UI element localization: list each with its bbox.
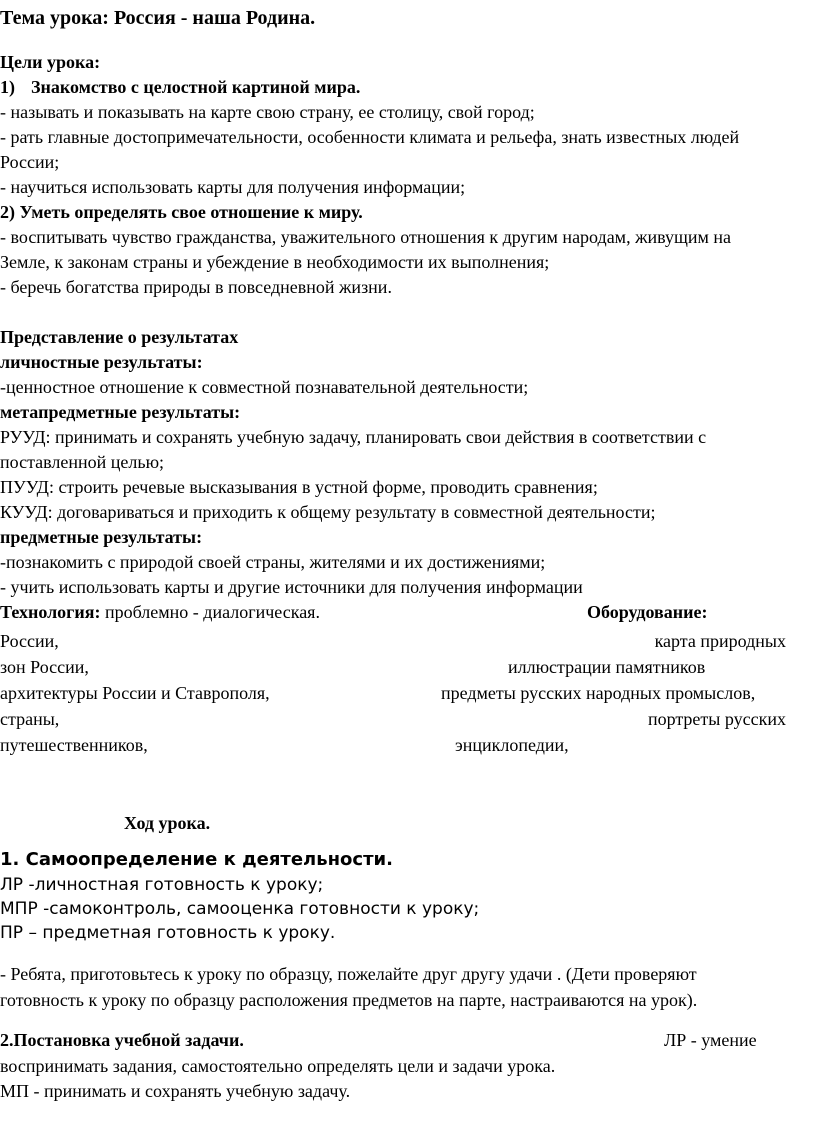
stage-1-text: - Ребята, приготовьтесь к уроку по образцу, пожелайте друг другу удачи . (Дети проверяют bbox=[0, 964, 697, 984]
equipment-row-left: путешественников, bbox=[0, 735, 148, 755]
goal-2-title: 2) Уметь определять свое отношение к миру. bbox=[0, 202, 363, 222]
equipment-row-left: страны, bbox=[0, 709, 60, 729]
personal-results-item: -ценностное отношение к совместной познавательной деятельности; bbox=[0, 377, 529, 397]
results-heading: Представление о результатах bbox=[0, 327, 239, 347]
equipment-row-right: портреты русских bbox=[647, 709, 786, 729]
subject-results-label: предметные результаты: bbox=[0, 527, 203, 547]
technology-line bbox=[0, 601, 320, 623]
equipment-row-right: энциклопедии, bbox=[455, 735, 569, 755]
stage-2-right-note: ЛР - умение bbox=[664, 1030, 757, 1050]
meta-results-item: ПУУД: строить речевые высказывания в устной форме, проводить сравнения; bbox=[0, 477, 598, 497]
equipment-row-left: России, bbox=[0, 631, 59, 651]
page-title: Тема урока: Россия - наша Родина. bbox=[0, 7, 316, 29]
personal-results-label: личностные результаты: bbox=[0, 352, 203, 372]
meta-results-item: поставленной целью; bbox=[0, 452, 165, 472]
equipment-row-right: карта природных bbox=[654, 631, 786, 651]
subject-results-item: - учить использовать карты и другие источники для получения информации bbox=[0, 577, 583, 597]
equipment-row-right: иллюстрации памятников bbox=[508, 657, 706, 677]
goal-2-item: - беречь богатства природы в повседневной жизни. bbox=[0, 277, 392, 297]
technology-label: Технология: bbox=[0, 602, 101, 622]
goals-heading: Цели урока: bbox=[0, 52, 101, 72]
goal-1-number: 1) bbox=[0, 77, 15, 97]
goal-1-title: Знакомство с целостной картиной мира. bbox=[31, 77, 361, 97]
equipment-row-right: предметы русских народных промыслов, bbox=[441, 683, 756, 703]
goal-1-item: - рать главные достопримечательности, особенности климата и рельефа, знать известных людей bbox=[0, 127, 740, 147]
meta-results-item: РУУД: принимать и сохранять учебную задачу, планировать свои действия в соответствии с bbox=[0, 427, 707, 447]
stage-1-item: ПР – предметная готовность к уроку. bbox=[0, 923, 336, 943]
technology-value: проблемно - диалогическая. bbox=[100, 602, 320, 622]
stage-2-item: воспринимать задания, самостоятельно определять цели и задачи урока. bbox=[0, 1056, 556, 1076]
goal-1-item: - называть и показывать на карте свою страну, ее столицу, свой город; bbox=[0, 102, 535, 122]
stage-1-text: готовность к уроку по образцу расположения предметов на парте, настраиваются на урок). bbox=[0, 990, 698, 1010]
stage-2-title: 2.Постановка учебной задачи. bbox=[0, 1030, 244, 1050]
goal-2-item: - воспитывать чувство гражданства, уважительного отношения к другим народам, живущим на bbox=[0, 227, 732, 247]
goal-2-item: Земле, к законам страны и убеждение в необходимости их выполнения; bbox=[0, 252, 550, 272]
equipment-label: Оборудование: bbox=[587, 602, 708, 622]
stage-1-item: МПР -самоконтроль, самооценка готовности к уроку; bbox=[0, 899, 480, 919]
goal-1-item: - научиться использовать карты для получения информации; bbox=[0, 177, 466, 197]
stage-1-title: 1. Самоопределение к деятельности. bbox=[0, 849, 393, 870]
equipment-row-left: зон России, bbox=[0, 657, 89, 677]
meta-results-label: метапредметные результаты: bbox=[0, 402, 241, 422]
lesson-heading: Ход урока. bbox=[124, 813, 211, 833]
equipment-row-left: архитектуры России и Ставрополя, bbox=[0, 683, 270, 703]
goal-1-item: России; bbox=[0, 152, 60, 172]
stage-1-item: ЛР -личностная готовность к уроку; bbox=[0, 875, 324, 895]
subject-results-item: -познакомить с природой своей страны, жителями и их достижениями; bbox=[0, 552, 546, 572]
stage-2-item: МП - принимать и сохранять учебную задачу. bbox=[0, 1081, 351, 1101]
meta-results-item: КУУД: договариваться и приходить к общему результату в совместной деятельности; bbox=[0, 502, 656, 522]
